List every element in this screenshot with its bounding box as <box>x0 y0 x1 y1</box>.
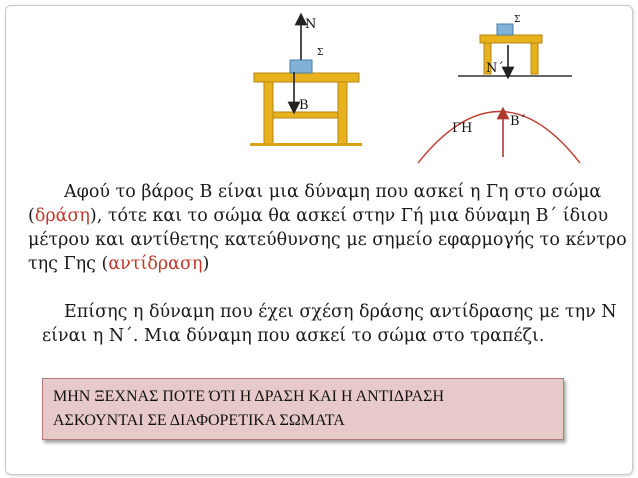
paragraph1-part2: ), τότε και το σώμα θα ασκεί στην Γή μια δύναμη Β΄ ίδιου μέτρου και αντίθετης κατεύθυνσης με σημείο εφαρμογής το κέντρο της Γης ( <box>28 206 627 274</box>
paragraph-action-reaction <box>28 180 628 276</box>
reminder-box <box>42 378 564 440</box>
paragraph1-part1: Αφού το βάρος Β είναι μια δύναμη που ασκεί η Γη στο σώμα ( <box>28 182 602 226</box>
paragraph2-text: Επίσης η δύναμη που έχει σχέση δράσης αντίδρασης με την Ν είναι η Ν΄. Μια δύναμη που ασκεί το σώμα στο τραπέζι. <box>42 302 617 346</box>
left-block <box>290 60 312 73</box>
reaction-term: αντίδραση <box>108 254 203 274</box>
label-sigma-left: Σ <box>317 48 324 58</box>
action-term: δράση <box>34 206 90 226</box>
label-earth: ΓΗ <box>452 121 473 136</box>
paragraph-normal-pair <box>42 300 622 348</box>
label-sigma-right: Σ <box>514 15 521 25</box>
label-weight-reaction: Β΄ <box>510 114 527 129</box>
label-normal: N <box>305 17 317 32</box>
right-table <box>458 35 572 76</box>
earth-arc <box>418 112 580 164</box>
label-normal-reaction: N΄ <box>486 61 504 76</box>
reminder-line-1: ΜΗΝ ΞΕΧΝΑΣ ΠΟΤΕ ΌΤΙ Η ΔΡΑΣΗ ΚΑΙ Η ΑΝΤΙΔΡΑΣΗ <box>53 388 444 405</box>
reminder-line-2: ΑΣΚΟΥΝΤΑΙ ΣΕ ΔΙΑΦΟΡΕΤΙΚΑ ΣΩΜΑΤΑ <box>53 412 345 429</box>
right-block <box>497 24 513 35</box>
paragraph1-part3: ) <box>202 254 210 274</box>
label-weight: B <box>299 98 309 113</box>
